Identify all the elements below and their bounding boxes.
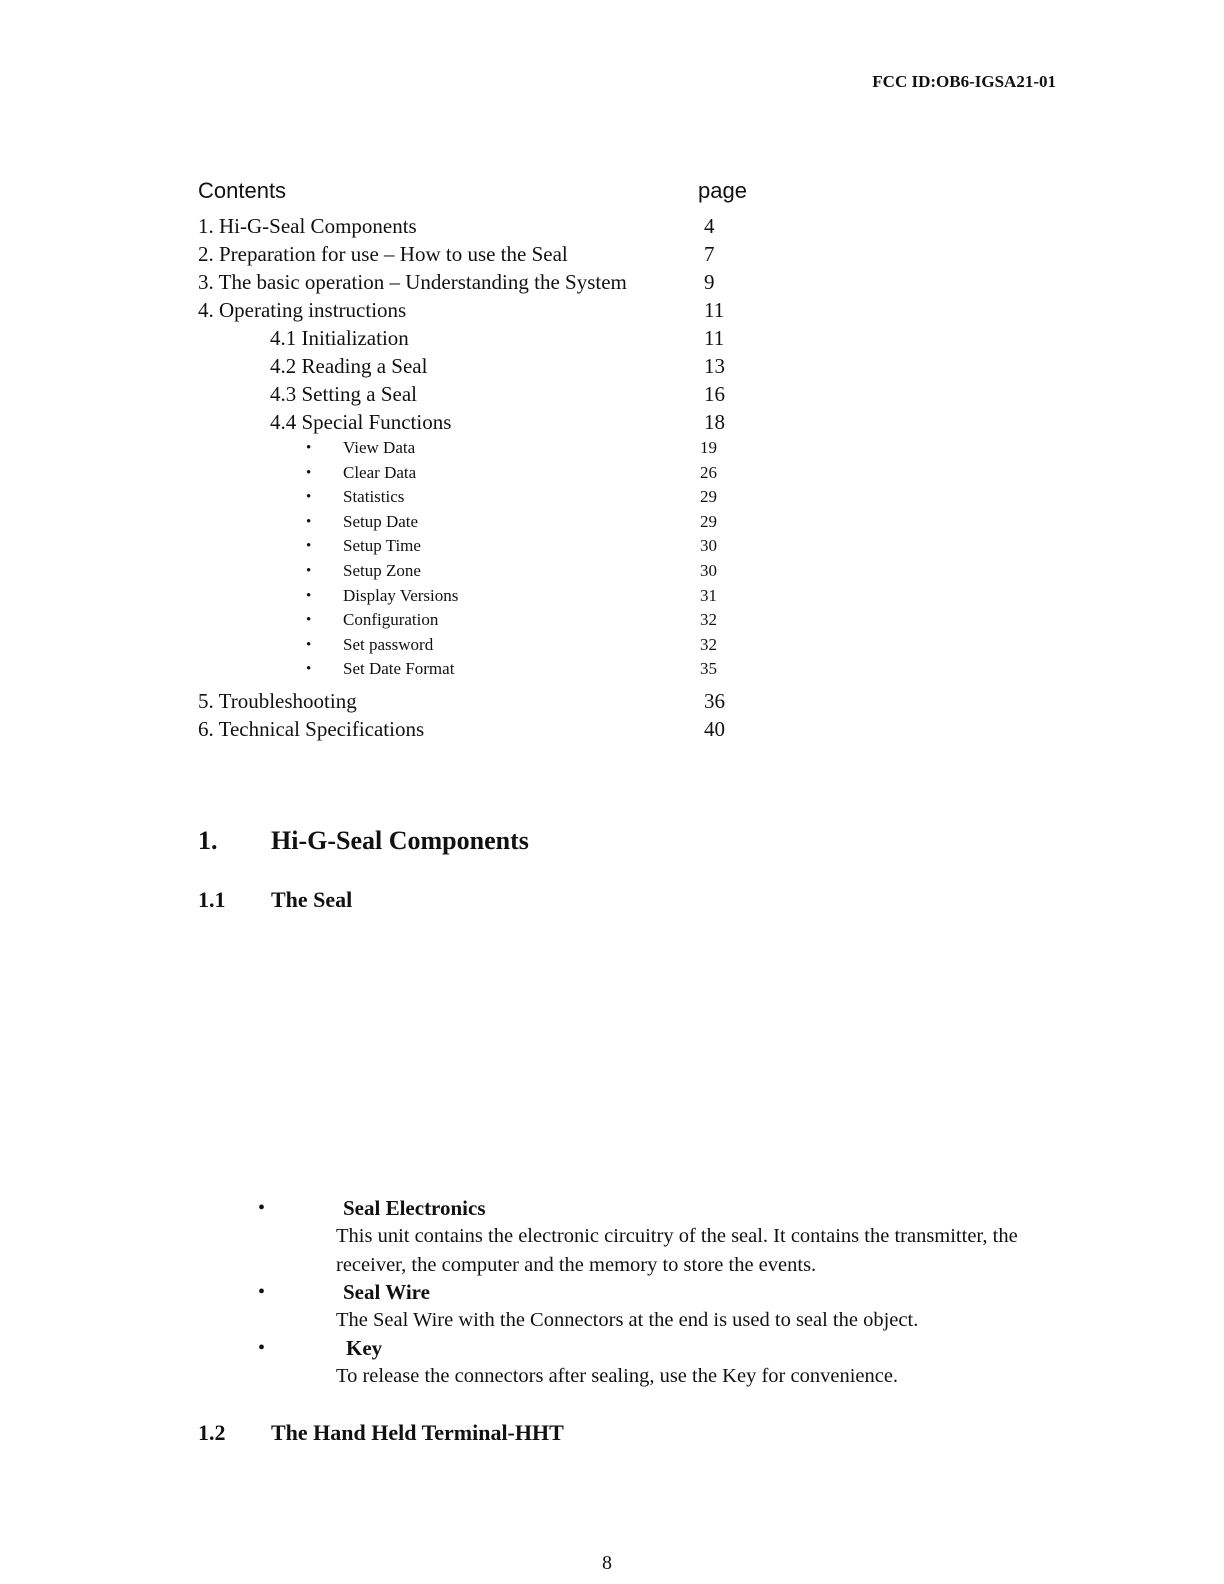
toc-entry-title: Set Date Format: [343, 659, 455, 679]
toc-entry-page: 4: [704, 214, 715, 238]
toc-entry-page: 18: [704, 410, 725, 434]
list-item: [258, 1335, 1018, 1391]
toc-header: [198, 178, 758, 208]
section-number: 1.: [198, 826, 218, 855]
bullet-icon: •: [306, 489, 312, 506]
toc-entry-page: 9: [704, 270, 715, 294]
components-list: [258, 1195, 1018, 1390]
toc-entry-page: 11: [704, 326, 725, 350]
toc-entry-title: Setup Zone: [343, 560, 421, 580]
section-title: The Seal: [271, 887, 353, 912]
toc-entry-page: 29: [700, 511, 717, 531]
component-title: Key: [346, 1335, 383, 1360]
component-description: The Seal Wire with the Connectors at the end is used to seal the object.: [336, 1309, 919, 1331]
toc-entry-page: 31: [700, 585, 717, 605]
toc-entry-page: 19: [700, 438, 717, 457]
toc-entry: [198, 212, 758, 240]
list-item: [258, 1195, 1018, 1279]
component-description: This unit contains the electronic circuitry of the seal. It contains the transmitter, the receiver, the computer and the memory to store the events.: [336, 1225, 1018, 1276]
toc-entry-title: Statistics: [343, 487, 405, 507]
toc-entry: [198, 715, 758, 743]
toc-subentry: [198, 485, 758, 510]
toc-entry-title: View Data: [343, 438, 416, 457]
toc-entry-title: Display Versions: [343, 585, 459, 605]
toc-entry-title: 5. Troubleshooting: [198, 689, 357, 714]
page-number: 8: [602, 1552, 612, 1574]
toc-entry-page: 36: [704, 689, 725, 714]
toc-entry-page: 29: [700, 487, 717, 507]
bullet-icon: •: [306, 538, 312, 555]
bullet-icon: •: [306, 636, 312, 653]
toc-entry-page: 32: [700, 634, 717, 654]
toc-entry-title: 3. The basic operation – Understanding the System: [198, 270, 627, 294]
bullet-icon: •: [258, 1197, 266, 1219]
bullet-icon: •: [306, 612, 312, 629]
bullet-icon: •: [306, 464, 312, 481]
toc-entry-page: 13: [704, 354, 725, 378]
toc-entry-title: Clear Data: [343, 462, 417, 482]
toc-entry-title: 4.2 Reading a Seal: [270, 354, 428, 378]
toc-entry: [198, 268, 758, 296]
fcc-id-header: FCC ID:OB6-IGSA21-01: [872, 72, 1056, 91]
toc-entry-page: 40: [704, 717, 725, 742]
toc-entry-title: 4.4 Special Functions: [270, 410, 452, 434]
bullet-icon: •: [306, 513, 312, 530]
toc-entry-title: Configuration: [343, 610, 439, 630]
toc-entry: [198, 324, 758, 352]
section-title: The Hand Held Terminal-HHT: [271, 1420, 564, 1445]
toc-subentry: [198, 608, 758, 633]
toc-subentry: [198, 510, 758, 535]
toc-entry-title: 4.1 Initialization: [270, 326, 409, 350]
bullet-icon: •: [306, 562, 312, 579]
toc-subentry: [198, 461, 758, 486]
toc-entry: [198, 296, 758, 324]
component-title: Seal Wire: [343, 1280, 430, 1304]
toc-entry-title: 4.3 Setting a Seal: [270, 382, 417, 406]
toc-entry: [198, 380, 758, 408]
toc-entry-title: 4. Operating instructions: [198, 298, 407, 322]
bullet-icon: •: [306, 661, 312, 678]
toc-entry-title: 2. Preparation for use – How to use the Seal: [198, 242, 568, 266]
toc-entry-page: 32: [700, 610, 717, 630]
section-number: 1.1: [198, 887, 226, 912]
toc-entry-page: 7: [704, 242, 715, 266]
toc-entry-title: 1. Hi-G-Seal Components: [198, 214, 417, 238]
toc-entry-title: 6. Technical Specifications: [198, 717, 425, 742]
toc-subentry: [198, 534, 758, 559]
toc-entry-title: Set password: [343, 634, 434, 654]
toc-entry-title: Setup Date: [343, 511, 419, 531]
component-description: To release the connectors after sealing, use the Key for convenience.: [336, 1364, 899, 1387]
bullet-icon: •: [258, 1336, 266, 1359]
toc-entry-page: 30: [700, 536, 717, 556]
component-title: Seal Electronics: [343, 1196, 486, 1220]
section-title: Hi-G-Seal Components: [271, 826, 529, 855]
section-number: 1.2: [198, 1420, 226, 1445]
list-item: [258, 1279, 1018, 1335]
bullet-icon: •: [258, 1281, 266, 1303]
toc-subentry: [198, 657, 758, 687]
toc-title: Contents: [198, 178, 287, 203]
toc-entry: [198, 240, 758, 268]
toc-page-label: page: [698, 178, 747, 203]
toc-entry-page: 26: [700, 462, 717, 482]
toc-entry: [198, 352, 758, 380]
bullet-icon: •: [306, 440, 312, 456]
toc-entry-title: Setup Time: [343, 536, 421, 556]
bullet-icon: •: [306, 587, 312, 604]
toc-entry-page: 35: [700, 659, 717, 679]
toc-entry-page: 30: [700, 560, 717, 580]
toc-entry: [198, 408, 758, 436]
toc-entry-page: 16: [704, 382, 725, 406]
table-of-contents: [198, 212, 758, 743]
toc-subentry: [198, 559, 758, 584]
toc-subentry: [198, 436, 758, 461]
toc-entry: [198, 687, 758, 715]
toc-subentry: [198, 584, 758, 609]
toc-entry-page: 11: [704, 298, 725, 322]
toc-subentry: [198, 633, 758, 658]
